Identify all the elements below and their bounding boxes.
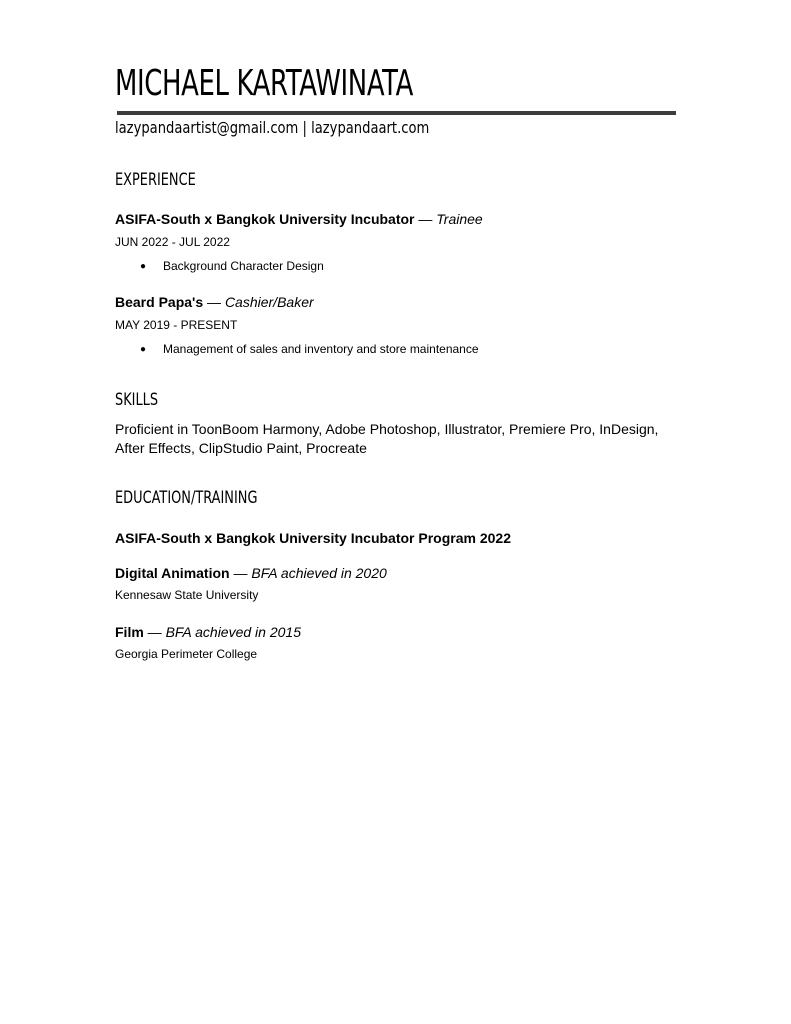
education-program: ASIFA-South x Bangkok University Incubator Program 2022 [115, 530, 511, 546]
education-title [115, 624, 301, 641]
bullet-dot: ● [140, 261, 147, 272]
education-detail: BFA achieved in 2015 [165, 624, 301, 640]
job-company: ASIFA-South x Bangkok University Incubator [115, 211, 415, 227]
education-degree: Film [115, 624, 144, 640]
education-school: Kennesaw State University [115, 588, 259, 602]
bullet-text: Background Character Design [163, 259, 324, 273]
job-role: Cashier/Baker [224, 294, 314, 310]
education-title [115, 530, 511, 547]
education-detail: BFA achieved in 2020 [251, 565, 387, 581]
bullet-dot: ● [140, 344, 147, 355]
education-separator: — [229, 565, 252, 581]
job-role: Trainee [436, 211, 483, 227]
job-separator: — [203, 294, 225, 310]
job-separator: — [414, 211, 437, 227]
job-company: Beard Papa's [115, 294, 204, 310]
skills-heading: SKILLS [115, 390, 159, 410]
job-dates: JUN 2022 - JUL 2022 [115, 235, 230, 249]
experience-heading: EXPERIENCE [115, 170, 196, 190]
education-separator: — [143, 624, 166, 640]
resume-name: MICHAEL KARTAWINATA [115, 63, 414, 104]
education-heading: EDUCATION/TRAINING [115, 488, 258, 508]
header-divider [117, 111, 676, 115]
contact-info: lazypandaartist@gmail.com | lazypandaart.com [115, 118, 430, 137]
education-school: Georgia Perimeter College [115, 647, 258, 661]
job-title-line [115, 211, 483, 228]
skills-text: Proficient in ToonBoom Harmony, Adobe Photoshop, Illustrator, Premiere Pro, InDesign, After Effects, ClipStudio Paint, Procreate [115, 421, 659, 456]
bullet-text: Management of sales and inventory and store maintenance [163, 342, 479, 356]
job-title-line [115, 294, 314, 311]
education-degree: Digital Animation [115, 565, 230, 581]
education-title [115, 565, 387, 582]
job-dates: MAY 2019 - PRESENT [115, 318, 238, 332]
